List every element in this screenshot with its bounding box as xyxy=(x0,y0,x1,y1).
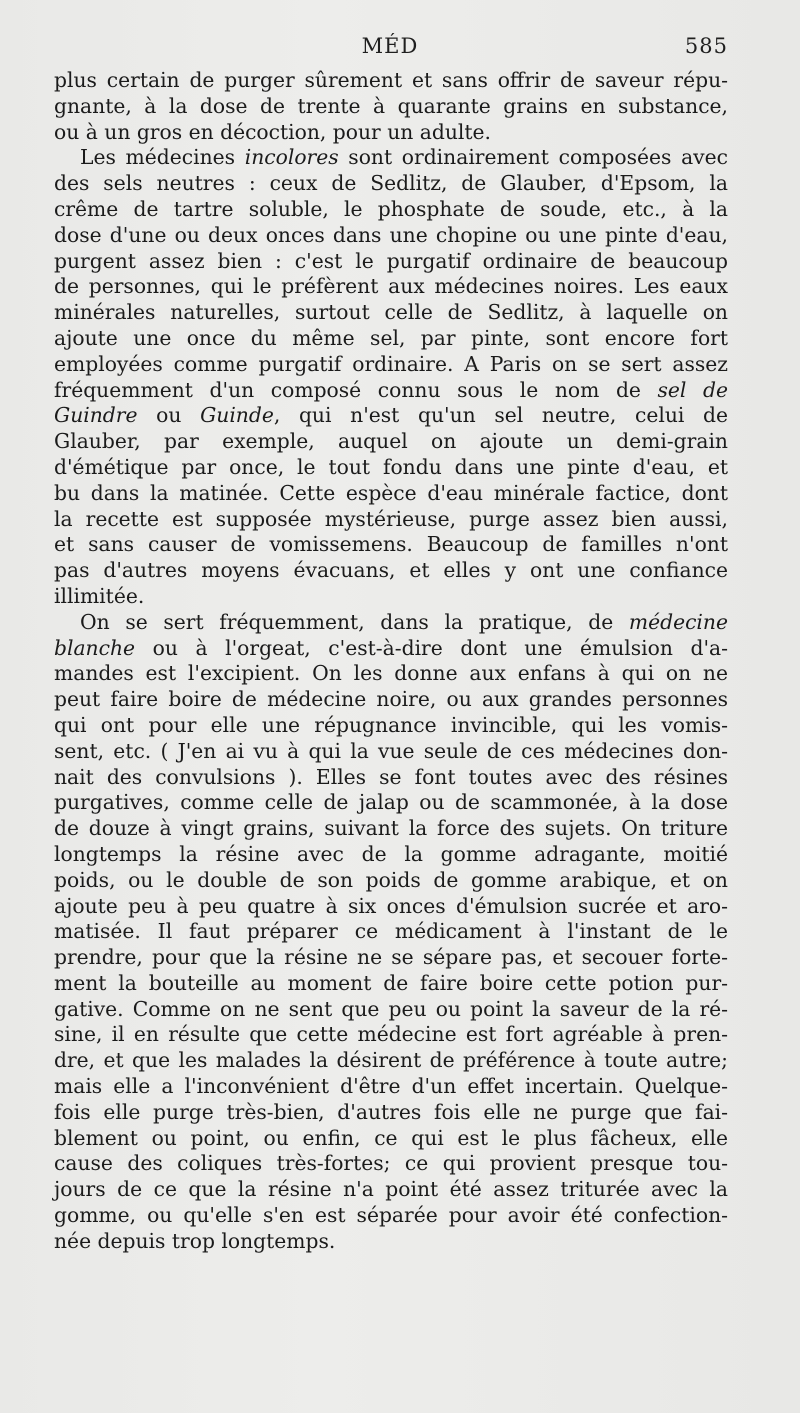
text-line: minérales naturelles, surtout celle de Sedlitz, à laquelle on xyxy=(54,300,728,325)
running-head: MÉD xyxy=(361,34,419,58)
text-line: purgatives, comme celle de jalap ou de scammonée, à la dose xyxy=(54,790,728,815)
text-line: crême de tartre soluble, le phosphate de soude, etc., à la xyxy=(54,196,728,221)
text-line: ajoute peu à peu quatre à six onces d'émulsion sucrée et aro- xyxy=(54,893,728,918)
text-line: blement ou point, ou enfin, ce qui est le plus fâcheux, elle xyxy=(54,1125,728,1150)
text-line: qui ont pour elle une répugnance invincible, qui les vomis- xyxy=(54,712,728,737)
paragraph-1 xyxy=(54,68,728,145)
text-line: bu dans la matinée. Cette espèce d'eau minérale factice, dont xyxy=(54,480,728,505)
text-line: d'émétique par once, le tout fondu dans une pinte d'eau, et xyxy=(54,454,728,479)
text-line: plus certain de purger sûrement et sans offrir de saveur répu- xyxy=(54,68,728,92)
text-line: la recette est supposée mystérieuse, purge assez bien aussi, xyxy=(54,506,728,531)
text-line: fréquemment d'un composé connu sous le nom de sel de xyxy=(54,377,728,402)
text-line: gnante, à la dose de trente à quarante grains en substance, xyxy=(54,93,728,118)
page-number: 585 xyxy=(684,34,728,58)
text-line: longtemps la résine avec de la gomme adragante, moitié xyxy=(54,841,728,866)
text-line: Guindre ou Guinde, qui n'est qu'un sel neutre, celui de xyxy=(54,403,728,428)
text-line: nait des convulsions ). Elles se font toutes avec des résines xyxy=(54,764,728,789)
text-line: fois elle purge très-bien, d'autres fois elle ne purge que fai- xyxy=(54,1099,728,1124)
text-line: mandes est l'excipient. On les donne aux enfans à qui on ne xyxy=(54,661,728,686)
text-line: employées comme purgatif ordinaire. A Paris on se sert assez xyxy=(54,351,728,376)
text-line: des sels neutres : ceux de Sedlitz, de Glauber, d'Epsom, la xyxy=(54,171,728,196)
text-line: matisée. Il faut préparer ce médicament à l'instant de le xyxy=(54,919,728,944)
text-line: gative. Comme on ne sent que peu ou point la saveur de la ré- xyxy=(54,996,728,1021)
text-line: de personnes, qui le préfèrent aux médecines noires. Les eaux xyxy=(54,274,728,299)
text-line: sine, il en résulte que cette médecine est fort agréable à pren- xyxy=(54,1022,728,1047)
text-line: blanche ou à l'orgeat, c'est-à-dire dont une émulsion d'a- xyxy=(54,635,728,660)
text-line: Les médecines incolores sont ordinairement composées avec xyxy=(80,145,728,170)
text-line: ajoute une once du même sel, par pinte, sont encore fort xyxy=(54,325,728,350)
text-line: On se sert fréquemment, dans la pratique, de médecine xyxy=(80,609,728,634)
text-line: sent, etc. ( J'en ai vu à qui la vue seule de ces médecines don- xyxy=(54,738,728,763)
text-line: dre, et que les malades la désirent de préférence à toute autre; xyxy=(54,1048,728,1073)
text-line: mais elle a l'inconvénient d'être d'un effet incertain. Quelque- xyxy=(54,1074,728,1099)
page-header xyxy=(52,34,728,68)
text-line: ou à un gros en décoction, pour un adulte. xyxy=(54,119,491,144)
text-line: jours de ce que la résine n'a point été assez triturée avec la xyxy=(54,1177,728,1202)
text-line: cause des coliques très-fortes; ce qui provient presque tou- xyxy=(54,1151,728,1176)
text-line: illimitée. xyxy=(54,583,145,608)
text-line: ment la bouteille au moment de faire boire cette potion pur- xyxy=(54,970,728,995)
paragraph-2 xyxy=(54,145,728,609)
text-line: poids, ou le double de son poids de gomme arabique, et on xyxy=(54,867,728,892)
text-line: et sans causer de vomissemens. Beaucoup de familles n'ont xyxy=(54,532,728,557)
text-line: gomme, ou qu'elle s'en est séparée pour avoir été confection- xyxy=(54,1203,728,1228)
body-text xyxy=(54,68,728,1255)
paragraph-3 xyxy=(54,610,728,1255)
text-line: de douze à vingt grains, suivant la force des sujets. On triture xyxy=(54,816,728,841)
text-line: prendre, pour que la résine ne se sépare pas, et secouer forte- xyxy=(54,945,728,970)
text-line: peut faire boire de médecine noire, ou aux grandes personnes xyxy=(54,687,728,712)
text-line: dose d'une ou deux onces dans une chopine ou une pinte d'eau, xyxy=(54,222,728,247)
text-line: pas d'autres moyens évacuans, et elles y ont une confiance xyxy=(54,558,728,583)
text-line: purgent assez bien : c'est le purgatif ordinaire de beaucoup xyxy=(54,248,728,273)
text-line: Glauber, par exemple, auquel on ajoute un demi-grain xyxy=(54,429,728,454)
text-line: née depuis trop longtemps. xyxy=(54,1228,336,1253)
